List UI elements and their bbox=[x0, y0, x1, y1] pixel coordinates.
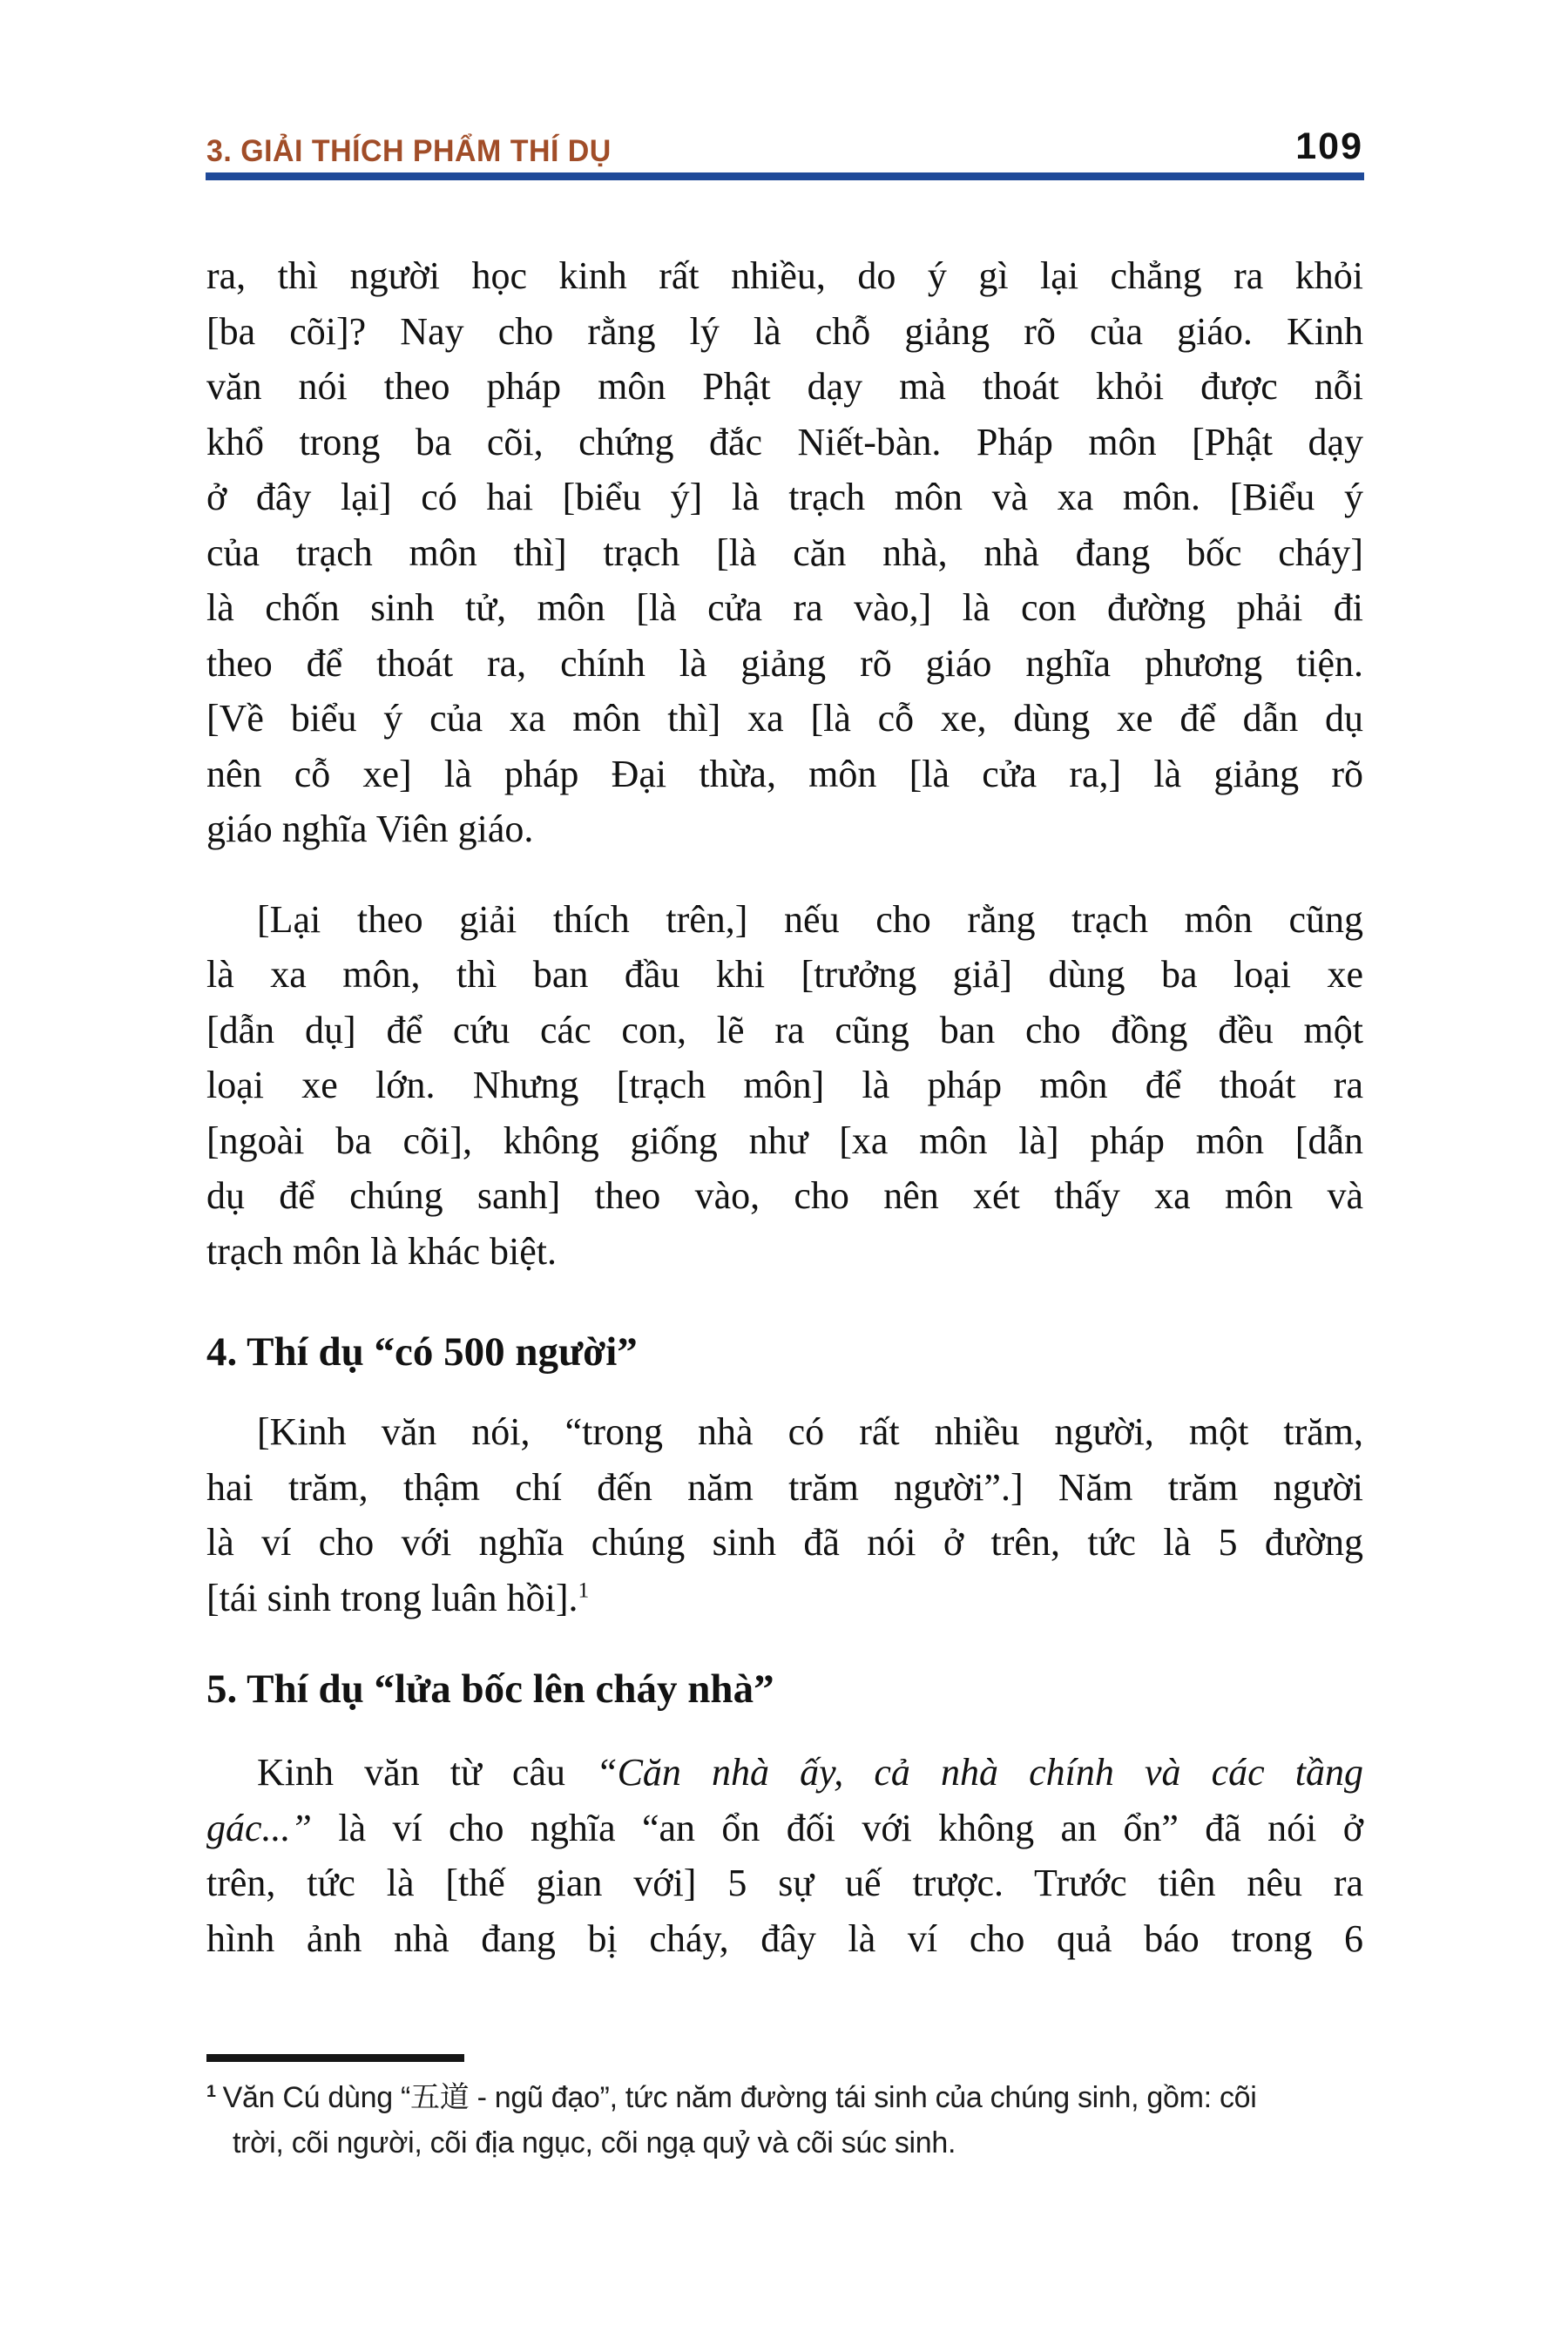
footnote bbox=[206, 2075, 1363, 2166]
paragraph-line: [Lại theo giải thích trên,] nếu cho rằng trạch môn cũng bbox=[257, 897, 1363, 941]
paragraph-line: khổ trong ba cõi, chứng đắc Niết-bàn. Pháp môn [Phật dạy bbox=[206, 420, 1363, 463]
paragraph-line: ra, thì người học kinh rất nhiều, do ý gì lại chẳng ra khỏi bbox=[206, 254, 1363, 297]
paragraph-line: nên cỗ xe] là pháp Đại thừa, môn [là cửa ra,] là giảng rõ bbox=[206, 752, 1363, 795]
paragraph-line bbox=[206, 1745, 1363, 1801]
paragraph-line: văn nói theo pháp môn Phật dạy mà thoát khỏi được nỗi bbox=[206, 365, 1363, 408]
header-rule bbox=[206, 172, 1364, 180]
section-title: 3. GIẢI THÍCH PHẨM THÍ DỤ bbox=[206, 134, 612, 168]
paragraph-2 bbox=[206, 892, 1363, 1280]
text-run-italic: “Căn nhà ấy, cả nhà chính và các tầng bbox=[596, 1751, 1363, 1794]
footnote-text: Văn Cú dùng “五道 - ngũ đạo”, tức năm đường tái sinh của chúng sinh, gồm: cõi bbox=[222, 2081, 1257, 2114]
paragraph-line: là chốn sinh tử, môn [là cửa ra vào,] là con đường phải đi bbox=[206, 586, 1363, 629]
footnote-separator bbox=[206, 2054, 464, 2062]
paragraph-line: hình ảnh nhà đang bị cháy, đây là ví cho quả báo trong 6 bbox=[206, 1916, 1363, 1960]
paragraph-line: trên, tức là [thế gian với] 5 sự uế trược. Trước tiên nêu ra bbox=[206, 1862, 1363, 1904]
text-run: [tái sinh trong luân hồi]. bbox=[206, 1576, 578, 1619]
paragraph-line bbox=[206, 1571, 1363, 1626]
footnote-line bbox=[206, 2075, 1363, 2120]
paragraph-line: giáo nghĩa Viên giáo. bbox=[206, 808, 534, 850]
footnote-marker: 1 bbox=[206, 2081, 216, 2101]
paragraph-1 bbox=[206, 248, 1363, 857]
paragraph-line: của trạch môn thì] trạch [là căn nhà, nhà đang bốc cháy] bbox=[206, 531, 1363, 574]
paragraph-line: ở đây lại] có hai [biểu ý] là trạch môn và xa môn. [Biểu ý bbox=[206, 476, 1363, 518]
paragraph-line: trạch môn là khác biệt. bbox=[206, 1229, 557, 1273]
running-header bbox=[206, 125, 1363, 171]
paragraph-line: hai trăm, thậm chí đến năm trăm người”.] Năm trăm người bbox=[206, 1465, 1363, 1509]
paragraph-line: dụ để chúng sanh] theo vào, cho nên xét thấy xa môn và bbox=[206, 1174, 1363, 1217]
paragraph-line bbox=[206, 1801, 1363, 1856]
paragraph-line: theo để thoát ra, chính là giảng rõ giáo nghĩa phương tiện. bbox=[206, 641, 1363, 685]
section-heading-4: 4. Thí dụ “có 500 người” bbox=[206, 1329, 638, 1375]
text-run: là ví cho nghĩa “an ổn đối với không an ổn” đã nói ở bbox=[312, 1806, 1363, 1849]
paragraph-3 bbox=[206, 1404, 1363, 1625]
paragraph-4 bbox=[206, 1745, 1363, 1966]
section-heading-5: 5. Thí dụ “lửa bốc lên cháy nhà” bbox=[206, 1666, 774, 1712]
paragraph-line: là xa môn, thì ban đầu khi [trưởng giả] dùng ba loại xe bbox=[206, 953, 1363, 996]
page-number: 109 bbox=[1295, 125, 1363, 167]
text-run: Kinh văn từ câu bbox=[257, 1751, 597, 1794]
paragraph-line: [dẫn dụ] để cứu các con, lẽ ra cũng ban cho đồng đều một bbox=[206, 1008, 1363, 1051]
footnote-reference: 1 bbox=[578, 1576, 590, 1602]
body-text bbox=[206, 248, 1363, 1966]
paragraph-line: [Về biểu ý của xa môn thì] xa [là cỗ xe, dùng xe để dẫn dụ bbox=[206, 697, 1363, 740]
paragraph-line: [ba cõi]? Nay cho rằng lý là chỗ giảng rõ của giáo. Kinh bbox=[206, 309, 1363, 353]
paragraph-line: [ngoài ba cõi], không giống như [xa môn là] pháp môn [dẫn bbox=[206, 1119, 1363, 1162]
paragraph-line: là ví cho với nghĩa chúng sinh đã nói ở trên, tức là 5 đường bbox=[206, 1521, 1363, 1564]
paragraph-line: [Kinh văn nói, “trong nhà có rất nhiều người, một trăm, bbox=[257, 1410, 1363, 1453]
text-run-italic: gác...” bbox=[206, 1806, 312, 1849]
footnote-line: trời, cõi người, cõi địa ngục, cõi ngạ quỷ và cõi súc sinh. bbox=[233, 2126, 956, 2159]
paragraph-line: loại xe lớn. Nhưng [trạch môn] là pháp môn để thoát ra bbox=[206, 1064, 1363, 1106]
